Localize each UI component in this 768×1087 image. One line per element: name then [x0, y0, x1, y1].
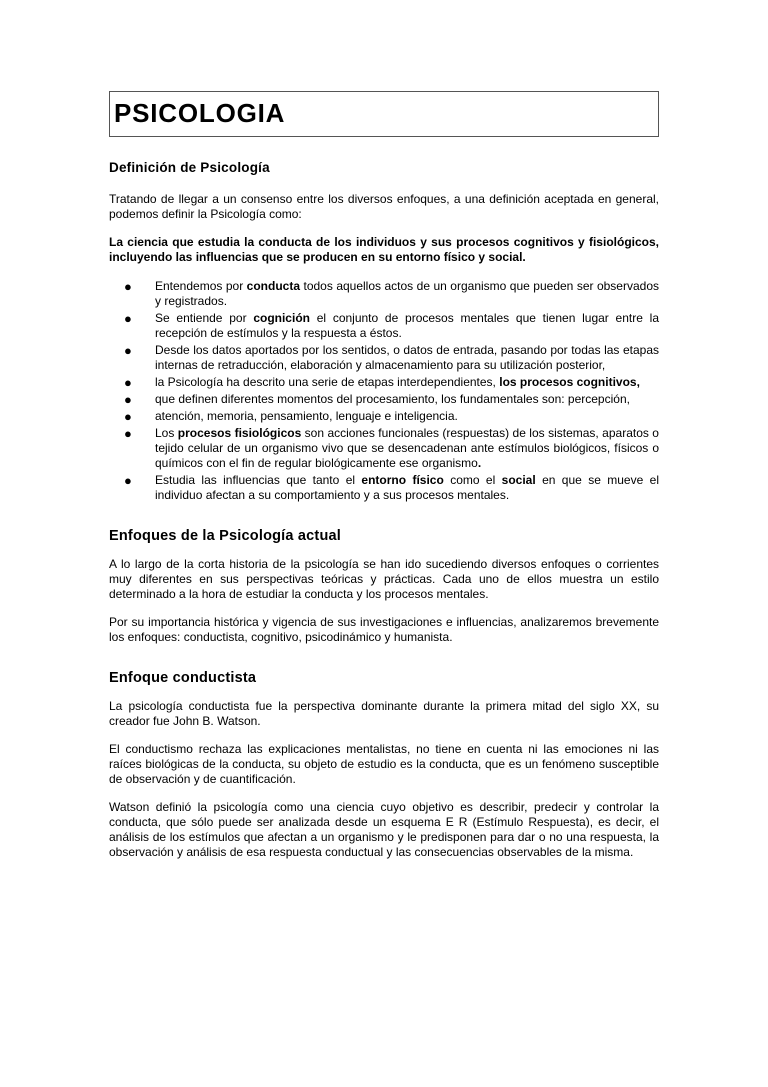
bullet-text: que definen diferentes momentos del procesamiento, los fundamentales son: percepción, — [155, 392, 630, 406]
bullet-list — [109, 279, 659, 503]
paragraph: A lo largo de la corta historia de la psicología se han ido sucediendo diversos enfoques o corrientes muy diferentes en sus perspectivas teóricas y prácticas. Cada uno de ellos muestra un estilo determinado a la hora de estudiar la conducta y los procesos mentales. — [109, 557, 659, 601]
bullet-bold-text: los procesos cognitivos, — [499, 375, 640, 389]
paragraph: Por su importancia histórica y vigencia de sus investigaciones e influencias, analizaremos brevemente los enfoques: conductista, cognitivo, psicodinámico y humanista. — [109, 615, 659, 644]
paragraph: Watson definió la psicología como una ciencia cuyo objetivo es describir, predecir y controlar la conducta, que sólo puede ser analizada desde un esquema E R (Estímulo Respuesta), es decir, el análisis de los estímulos que afectan a un organismo y le predisponen para dar o no una respuesta, la observación y análisis de esa respuesta conductual y las consecuencias observables de la misma. — [109, 800, 659, 859]
section-heading-conductista: Enfoque conductista — [109, 670, 257, 686]
section-heading-enfoques: Enfoques de la Psicología actual — [109, 528, 342, 544]
paragraph: La psicología conductista fue la perspectiva dominante durante la primera mitad del siglo XX, su creador fue John B. Watson. — [109, 699, 659, 728]
page-title: PSICOLOGIA — [114, 98, 286, 128]
bullet-icon: ● — [124, 311, 132, 326]
bullet-text: Estudia las influencias que tanto el — [155, 473, 362, 487]
list-item — [124, 473, 660, 503]
bullet-text: Se entiende por — [155, 311, 254, 325]
bullet-bold-text: procesos fisiológicos — [177, 426, 302, 440]
definition-heading: Definición de Psicología — [109, 160, 270, 175]
bullet-bold-text: cognición — [253, 311, 310, 325]
bullet-bold-text: social — [501, 473, 536, 487]
bullet-bold-text: . — [477, 456, 482, 470]
document-page — [109, 91, 659, 873]
bullet-text: todos aquellos actos de un organismo que pueden ser observados y registrados. — [155, 279, 659, 308]
list-item — [124, 426, 659, 471]
bullet-text: como el — [443, 473, 502, 487]
bullet-text: Entendemos por — [155, 279, 247, 293]
bullet-icon: ● — [124, 279, 132, 294]
bullet-icon: ● — [124, 473, 132, 488]
bullet-text: atención, memoria, pensamiento, lenguaje e inteligencia. — [155, 409, 458, 423]
title-box — [109, 91, 659, 137]
definition-paragraph: La ciencia que estudia la conducta de los individuos y sus procesos cognitivos y fisiológicos, incluyendo las influencias que se producen en su entorno físico y social. — [109, 235, 659, 264]
bullet-bold-text: entorno físico — [361, 473, 444, 487]
bullet-icon: ● — [124, 426, 132, 441]
list-item — [124, 279, 659, 309]
bullet-text: Desde los datos aportados por los sentidos, o datos de entrada, pasando por todas las etapas internas de retraducción, elaboración y almacenamiento para su utilización posterior, — [155, 343, 659, 372]
bullet-icon: ● — [124, 409, 132, 424]
list-item — [124, 409, 659, 424]
list-item — [124, 375, 659, 390]
bullet-text: Los — [155, 426, 178, 440]
bullet-text: el conjunto de procesos mentales que tienen lugar entre la recepción de estímulos y la respuesta a éstos. — [155, 311, 659, 340]
bullet-text: la Psicología ha descrito una serie de etapas interdependientes, — [155, 375, 500, 389]
bullet-text: en que se mueve el individuo afectan a su comportamiento y a sus procesos mentales. — [155, 473, 660, 502]
list-item — [124, 311, 659, 341]
bullet-text: son acciones funcionales (respuestas) de los sistemas, aparatos o tejido celular de un organismo vivo que se desencadenan ante estímulos biológicos, físicos o químicos con el fin de regular biológicamente ese organismo — [155, 426, 659, 470]
bullet-icon: ● — [124, 392, 132, 407]
list-item — [124, 392, 659, 407]
list-item — [124, 343, 659, 373]
paragraph: El conductismo rechaza las explicaciones mentalistas, no tiene en cuenta ni las emociones ni las raíces biológicas de la conducta, su objeto de estudio es la conducta, que es un fenómeno susceptible de observación y de cuantificación. — [109, 742, 659, 786]
bullet-icon: ● — [124, 343, 132, 358]
intro-paragraph: Tratando de llegar a un consenso entre los diversos enfoques, a una definición aceptada en general, podemos definir la Psicología como: — [109, 192, 659, 221]
bullet-icon: ● — [124, 375, 132, 390]
bullet-bold-text: conducta — [246, 279, 301, 293]
